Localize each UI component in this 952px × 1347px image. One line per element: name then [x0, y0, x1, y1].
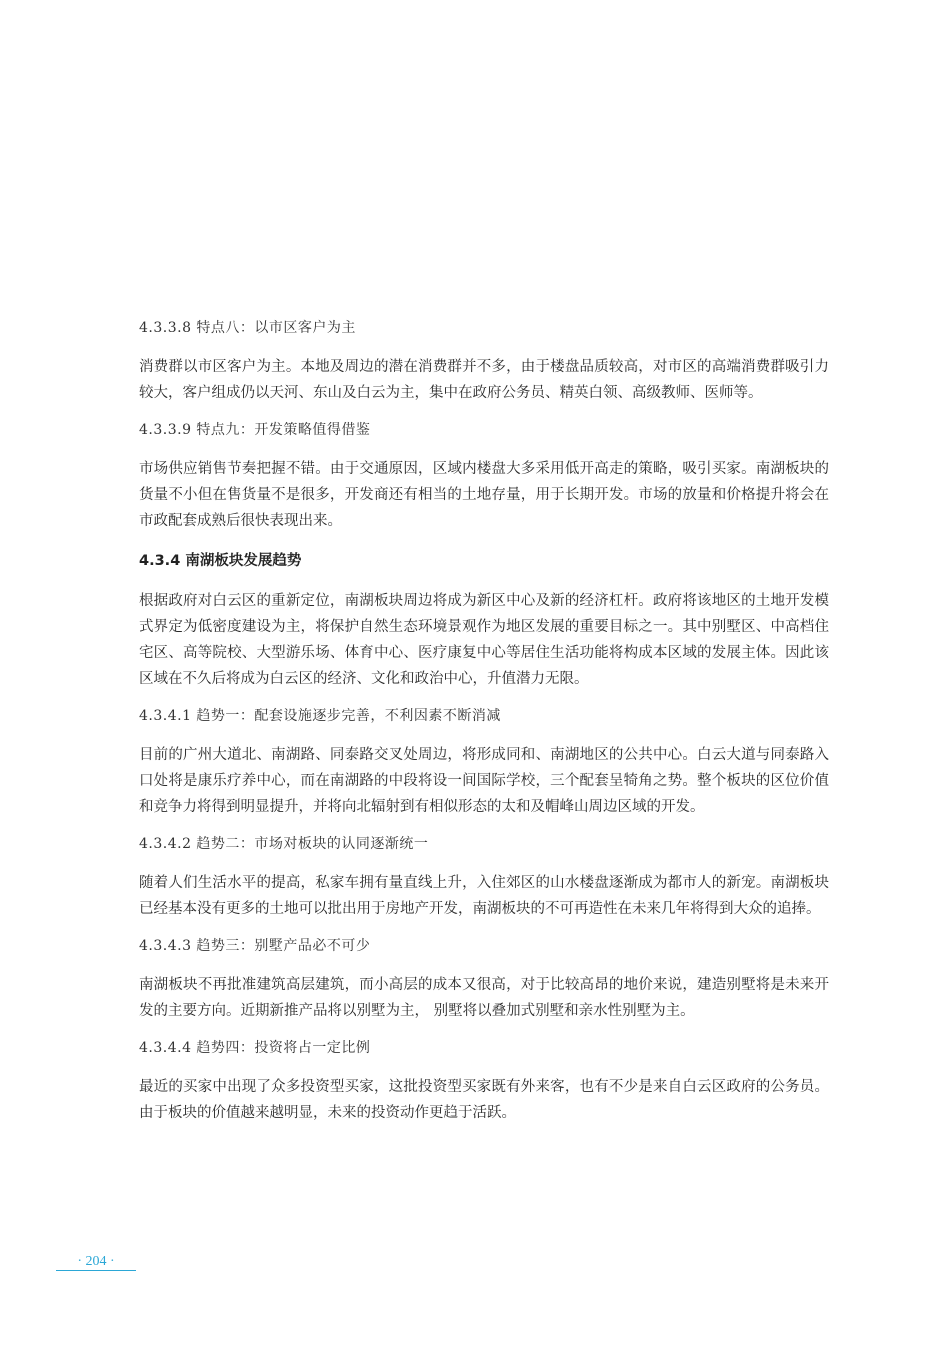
paragraph-4-3-3-8: 消费群以市区客户为主。本地及周边的潜在消费群并不多，由于楼盘品质较高，对市区的高端消费群吸引力较大，客户组成仍以天河、东山及白云为主，集中在政府公务员、精英白领、高级教师、医师等。: [139, 359, 829, 401]
paragraph-4-3-4-4: 最近的买家中出现了众多投资型买家，这批投资型买家既有外来客，也有不少是来自白云区政府的公务员。由于板块的价值越来越明显，未来的投资动作更趋于活跃。: [139, 1079, 829, 1121]
paragraph-4-3-3-9: 市场供应销售节奏把握不错。由于交通原因，区域内楼盘大多采用低开高走的策略，吸引买家。南湖板块的货量不小但在售货量不是很多，开发商还有相当的土地存量，用于长期开发。市场的放量和价格提升将会在市政配套成熟后很快表现出来。: [139, 461, 829, 529]
document-body: [139, 318, 829, 1126]
subsection-title-4-3-4-1: 4.3.4.1 趋势一：配套设施逐步完善，不利因素不断消减: [139, 708, 501, 724]
subsection-title-4-3-4-3: 4.3.4.3 趋势三：别墅产品必不可少: [139, 938, 371, 954]
page-number: · 204 ·: [77, 1254, 115, 1269]
page-number-underline: [56, 1270, 136, 1271]
paragraph-4-3-4-2: 随着人们生活水平的提高，私家车拥有量直线上升，入住郊区的山水楼盘逐渐成为都市人的新宠。南湖板块已经基本没有更多的土地可以批出用于房地产开发，南湖板块的不可再造性在未来几年将得到大众的追捧。: [139, 875, 829, 917]
paragraph-4-3-4-3: 南湖板块不再批准建筑高层建筑，而小高层的成本又很高，对于比较高昂的地价来说，建造别墅将是未来开发的主要方向。近期新推产品将以别墅为主， 别墅将以叠加式别墅和亲水性别墅为主。: [139, 977, 829, 1019]
subsection-title-4-3-3-9: 4.3.3.9 特点九：开发策略值得借鉴: [139, 422, 371, 438]
paragraph-4-3-4-1: 目前的广州大道北、南湖路、同泰路交叉处周边，将形成同和、南湖地区的公共中心。白云大道与同泰路入口处将是康乐疗养中心，而在南湖路的中段将设一间国际学校，三个配套呈犄角之势。整个板块的区位价值和竞争力将得到明显提升，并将向北辐射到有相似形态的太和及帽峰山周边区域的开发。: [139, 747, 829, 815]
subsection-title-4-3-3-8: 4.3.3.8 特点八：以市区客户为主: [139, 320, 356, 336]
subsection-title-4-3-4-2: 4.3.4.2 趋势二：市场对板块的认同逐渐统一: [139, 836, 429, 852]
subsection-title-4-3-4-4: 4.3.4.4 趋势四：投资将占一定比例: [139, 1040, 371, 1056]
section-heading-4-3-4: 4.3.4 南湖板块发展趋势: [139, 553, 302, 569]
paragraph-4-3-4: 根据政府对白云区的重新定位，南湖板块周边将成为新区中心及新的经济杠杆。政府将该地区的土地开发模式界定为低密度建设为主，将保护自然生态环境景观作为地区发展的重要目标之一。其中别墅区、中高档住宅区、高等院校、大型游乐场、体育中心、医疗康复中心等居住生活功能将构成本区域的发展主体。因此该区域在不久后将成为白云区的经济、文化和政治中心，升值潜力无限。: [139, 593, 829, 687]
